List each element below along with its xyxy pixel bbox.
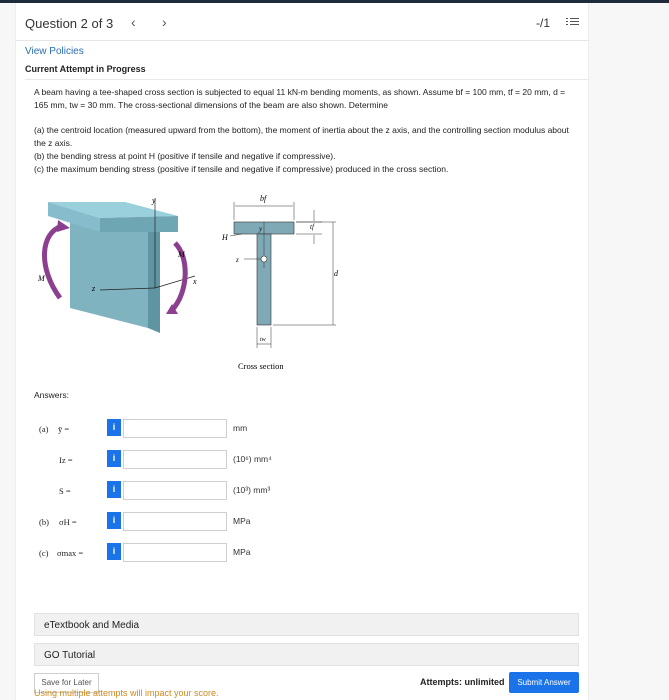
iz-input[interactable] bbox=[123, 450, 227, 469]
view-policies-link[interactable]: View Policies bbox=[25, 46, 84, 57]
attempts-warning-text: Using multiple attempts will impact your score. bbox=[34, 688, 219, 698]
submit-answer-button[interactable]: Submit Answer bbox=[509, 672, 579, 693]
sigma-h-unit: MPa bbox=[233, 516, 251, 526]
label-z-section: z bbox=[236, 256, 239, 264]
answers-label: Answers: bbox=[34, 390, 69, 400]
info-icon[interactable]: i bbox=[107, 512, 121, 529]
info-icon[interactable]: i bbox=[107, 543, 121, 560]
part-c-text: (c) the maximum bending stress (positive if tensile and negative if compressive) produced in the cross section. bbox=[34, 164, 449, 174]
s-symbol: S = bbox=[59, 486, 71, 496]
sigma-max-symbol: σmax = bbox=[57, 548, 84, 558]
list-icon[interactable] bbox=[566, 16, 579, 28]
cross-section bbox=[221, 194, 339, 371]
beam-web-face bbox=[70, 218, 148, 328]
cross-section-caption: Cross section bbox=[238, 361, 284, 371]
part-c-label: (c) bbox=[39, 548, 49, 558]
label-tf: tf bbox=[310, 223, 314, 231]
save-for-later-button[interactable]: Save for Later bbox=[34, 673, 99, 693]
s-input[interactable] bbox=[123, 481, 227, 500]
part-b-text: (b) the bending stress at point H (positive if tensile and negative if compressive). bbox=[34, 151, 336, 161]
label-z-3d: z bbox=[92, 284, 96, 293]
score: -/1 bbox=[535, 16, 550, 30]
ybar-unit: mm bbox=[233, 423, 248, 433]
label-y-section: y bbox=[259, 225, 263, 233]
beam-web-side bbox=[148, 218, 160, 333]
etextbook-accordion[interactable]: eTextbook and Media bbox=[34, 613, 579, 636]
label-h: H bbox=[222, 233, 228, 242]
part-a-text: (a) the centroid location (measured upward from the bottom), the moment of inertia about the z axis, and the controlling section modulus about the z axis. bbox=[34, 125, 569, 148]
label-m1: M bbox=[178, 250, 185, 259]
label-m2: M bbox=[38, 274, 45, 283]
sigma-max-unit: MPa bbox=[233, 547, 251, 557]
iz-symbol: Iz = bbox=[59, 455, 73, 465]
ybar-symbol: ȳ = bbox=[58, 424, 70, 434]
moment-arrow-left bbox=[44, 226, 62, 298]
label-x: x bbox=[193, 277, 197, 286]
go-tutorial-accordion[interactable]: GO Tutorial bbox=[34, 643, 579, 666]
label-bf: bf bbox=[260, 194, 267, 203]
next-question-icon[interactable]: › bbox=[162, 14, 167, 30]
label-tw: tw bbox=[260, 337, 266, 343]
ybar-input[interactable] bbox=[123, 419, 227, 438]
attempts-info: Attempts: unlimited bbox=[420, 677, 505, 687]
label-d: d bbox=[334, 269, 338, 278]
question-header bbox=[15, 3, 589, 41]
problem-statement: A beam having a tee-shaped cross section is subjected to equal 11 kN-m bending moments, as shown. Assume bf = 100 mm, tf = 20 mm, d = 165 mm, tw = 30 mm. The cross-sectional dimensions of the beam are also shown. Determine bbox=[34, 87, 566, 110]
attempts-warning bbox=[34, 688, 224, 700]
part-a-label: (a) bbox=[39, 424, 49, 434]
label-y: y bbox=[152, 196, 156, 205]
beam-figure bbox=[30, 188, 350, 378]
info-icon[interactable]: i bbox=[107, 481, 121, 498]
beam-3d bbox=[37, 196, 197, 333]
info-icon[interactable]: i bbox=[107, 419, 121, 436]
prev-question-icon[interactable]: ‹ bbox=[131, 14, 136, 30]
centroid-marker bbox=[261, 256, 267, 262]
attempt-status: Current Attempt in Progress bbox=[25, 64, 146, 74]
sigma-max-input[interactable] bbox=[123, 543, 227, 562]
part-b-label: (b) bbox=[39, 517, 49, 527]
sigma-h-symbol: σH = bbox=[59, 517, 77, 527]
info-icon[interactable]: i bbox=[107, 450, 121, 467]
s-unit: (10³) mm³ bbox=[233, 485, 271, 495]
sigma-h-input[interactable] bbox=[123, 512, 227, 531]
iz-unit: (10⁶) mm⁴ bbox=[233, 454, 272, 464]
question-title: Question 2 of 3 bbox=[25, 16, 114, 31]
